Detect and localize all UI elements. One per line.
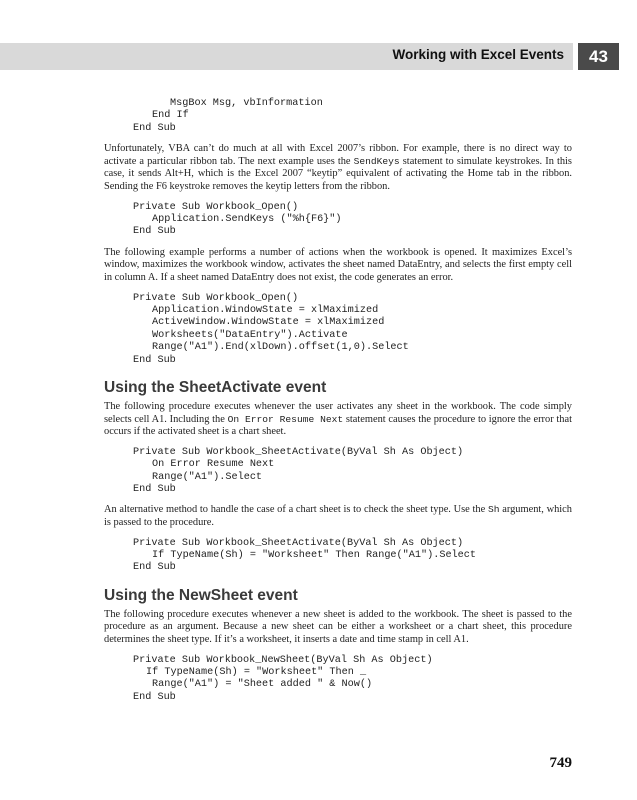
code-line: End If: [152, 110, 189, 122]
code-line: End Sub: [133, 691, 176, 703]
code-block: [104, 655, 572, 705]
code-line: Private Sub Workbook_NewSheet(ByVal Sh As Object): [133, 654, 433, 666]
code-line: ActiveWindow.WindowState = xlMaximized: [152, 317, 385, 329]
code-line: End Sub: [133, 122, 176, 134]
code-line: Private Sub Workbook_SheetActivate(ByVal Sh As Object): [133, 446, 464, 458]
paragraph-text: argument, which is passed to the procedure.: [104, 504, 572, 529]
section-heading: Using the SheetActivate event: [104, 379, 327, 397]
code-line: Worksheets("DataEntry").Activate: [152, 329, 348, 341]
code-line: Private Sub Workbook_Open(): [133, 292, 299, 304]
code-line: Range("A1").Select: [152, 471, 263, 483]
paragraph: [104, 504, 572, 529]
page-body: [104, 98, 572, 704]
code-line: Private Sub Workbook_Open(): [133, 201, 299, 213]
inline-code: SendKeys: [353, 155, 400, 167]
code-line: End Sub: [133, 562, 176, 574]
paragraph: The following example performs a number of actions when the workbook is opened. It maximizes Excel’s window, maximizes the workbook window, activates the sheet named DataEntry, and selects the first empty cell in column A. If a sheet named DataEntry does not exist, the code generates an error.: [104, 246, 572, 283]
code-line: End Sub: [133, 354, 176, 366]
code-line: End Sub: [133, 226, 176, 238]
paragraph: [104, 401, 572, 439]
inline-code: Sh: [487, 504, 500, 516]
paragraph: The following procedure executes whenever a new sheet is added to the workbook. The sheet is passed to the procedure as an argument. Because a new sheet can be either a worksheet or a chart sheet, this procedure determines the sheet type. If it’s a worksheet, it inserts a date and time stamp in cell A1.: [104, 608, 572, 646]
code-line: Application.WindowState = xlMaximized: [152, 305, 379, 316]
code-line: If TypeName(Sh) = "Worksheet" Then _: [146, 667, 367, 679]
chapter-number-badge: 43: [578, 43, 619, 70]
page-number: 749: [549, 755, 572, 771]
inline-code: On Error Resume Next: [227, 413, 344, 425]
paragraph-text: An alternative method to handle the case of a chart sheet is to check the sheet type. Use the: [104, 504, 486, 516]
code-block: [104, 98, 572, 135]
code-line: MsgBox Msg, vbInformation: [170, 98, 323, 109]
paragraph: [104, 143, 572, 193]
paragraph-text: The following procedure executes whenever the user activates any sheet in the workbook. The code simply selects cell A1. Including the: [104, 401, 572, 425]
paragraph-text: statement to simulate keystrokes. In this case, it sends Alt+H, which is the Excel 2007 “keytip” equivalent of activating the Home tab in the ribbon. Sending the F6 keystroke removes the keytip letters from the ribbon.: [104, 155, 572, 192]
code-line: If TypeName(Sh) = "Worksheet" Then Range("A1").Select: [152, 550, 477, 562]
paragraph-text: statement causes the procedure to ignore the error that occurs if the activated sheet is a chart sheet.: [104, 413, 572, 438]
code-line: Private Sub Workbook_SheetActivate(ByVal Sh As Object): [133, 537, 464, 549]
code-block: [104, 538, 572, 575]
code-line: Application.SendKeys ("%h{F6}"): [152, 214, 342, 225]
code-line: End Sub: [133, 484, 176, 496]
running-header-title: Working with Excel Events: [392, 47, 564, 62]
code-block: [104, 447, 572, 497]
code-block: [104, 293, 572, 367]
code-block: [104, 202, 572, 239]
section-heading: Using the NewSheet event: [104, 586, 298, 604]
code-line: Range("A1") = "Sheet added " & Now(): [152, 679, 373, 691]
paragraph-text: Unfortunately, VBA can’t do much at all with Excel 2007’s ribbon. For example, there is no direct way to activate a particular ribbon tab. The next example uses the: [104, 143, 572, 167]
code-line: Range("A1").End(xlDown).offset(1,0).Select: [152, 342, 409, 354]
code-line: On Error Resume Next: [152, 459, 275, 471]
